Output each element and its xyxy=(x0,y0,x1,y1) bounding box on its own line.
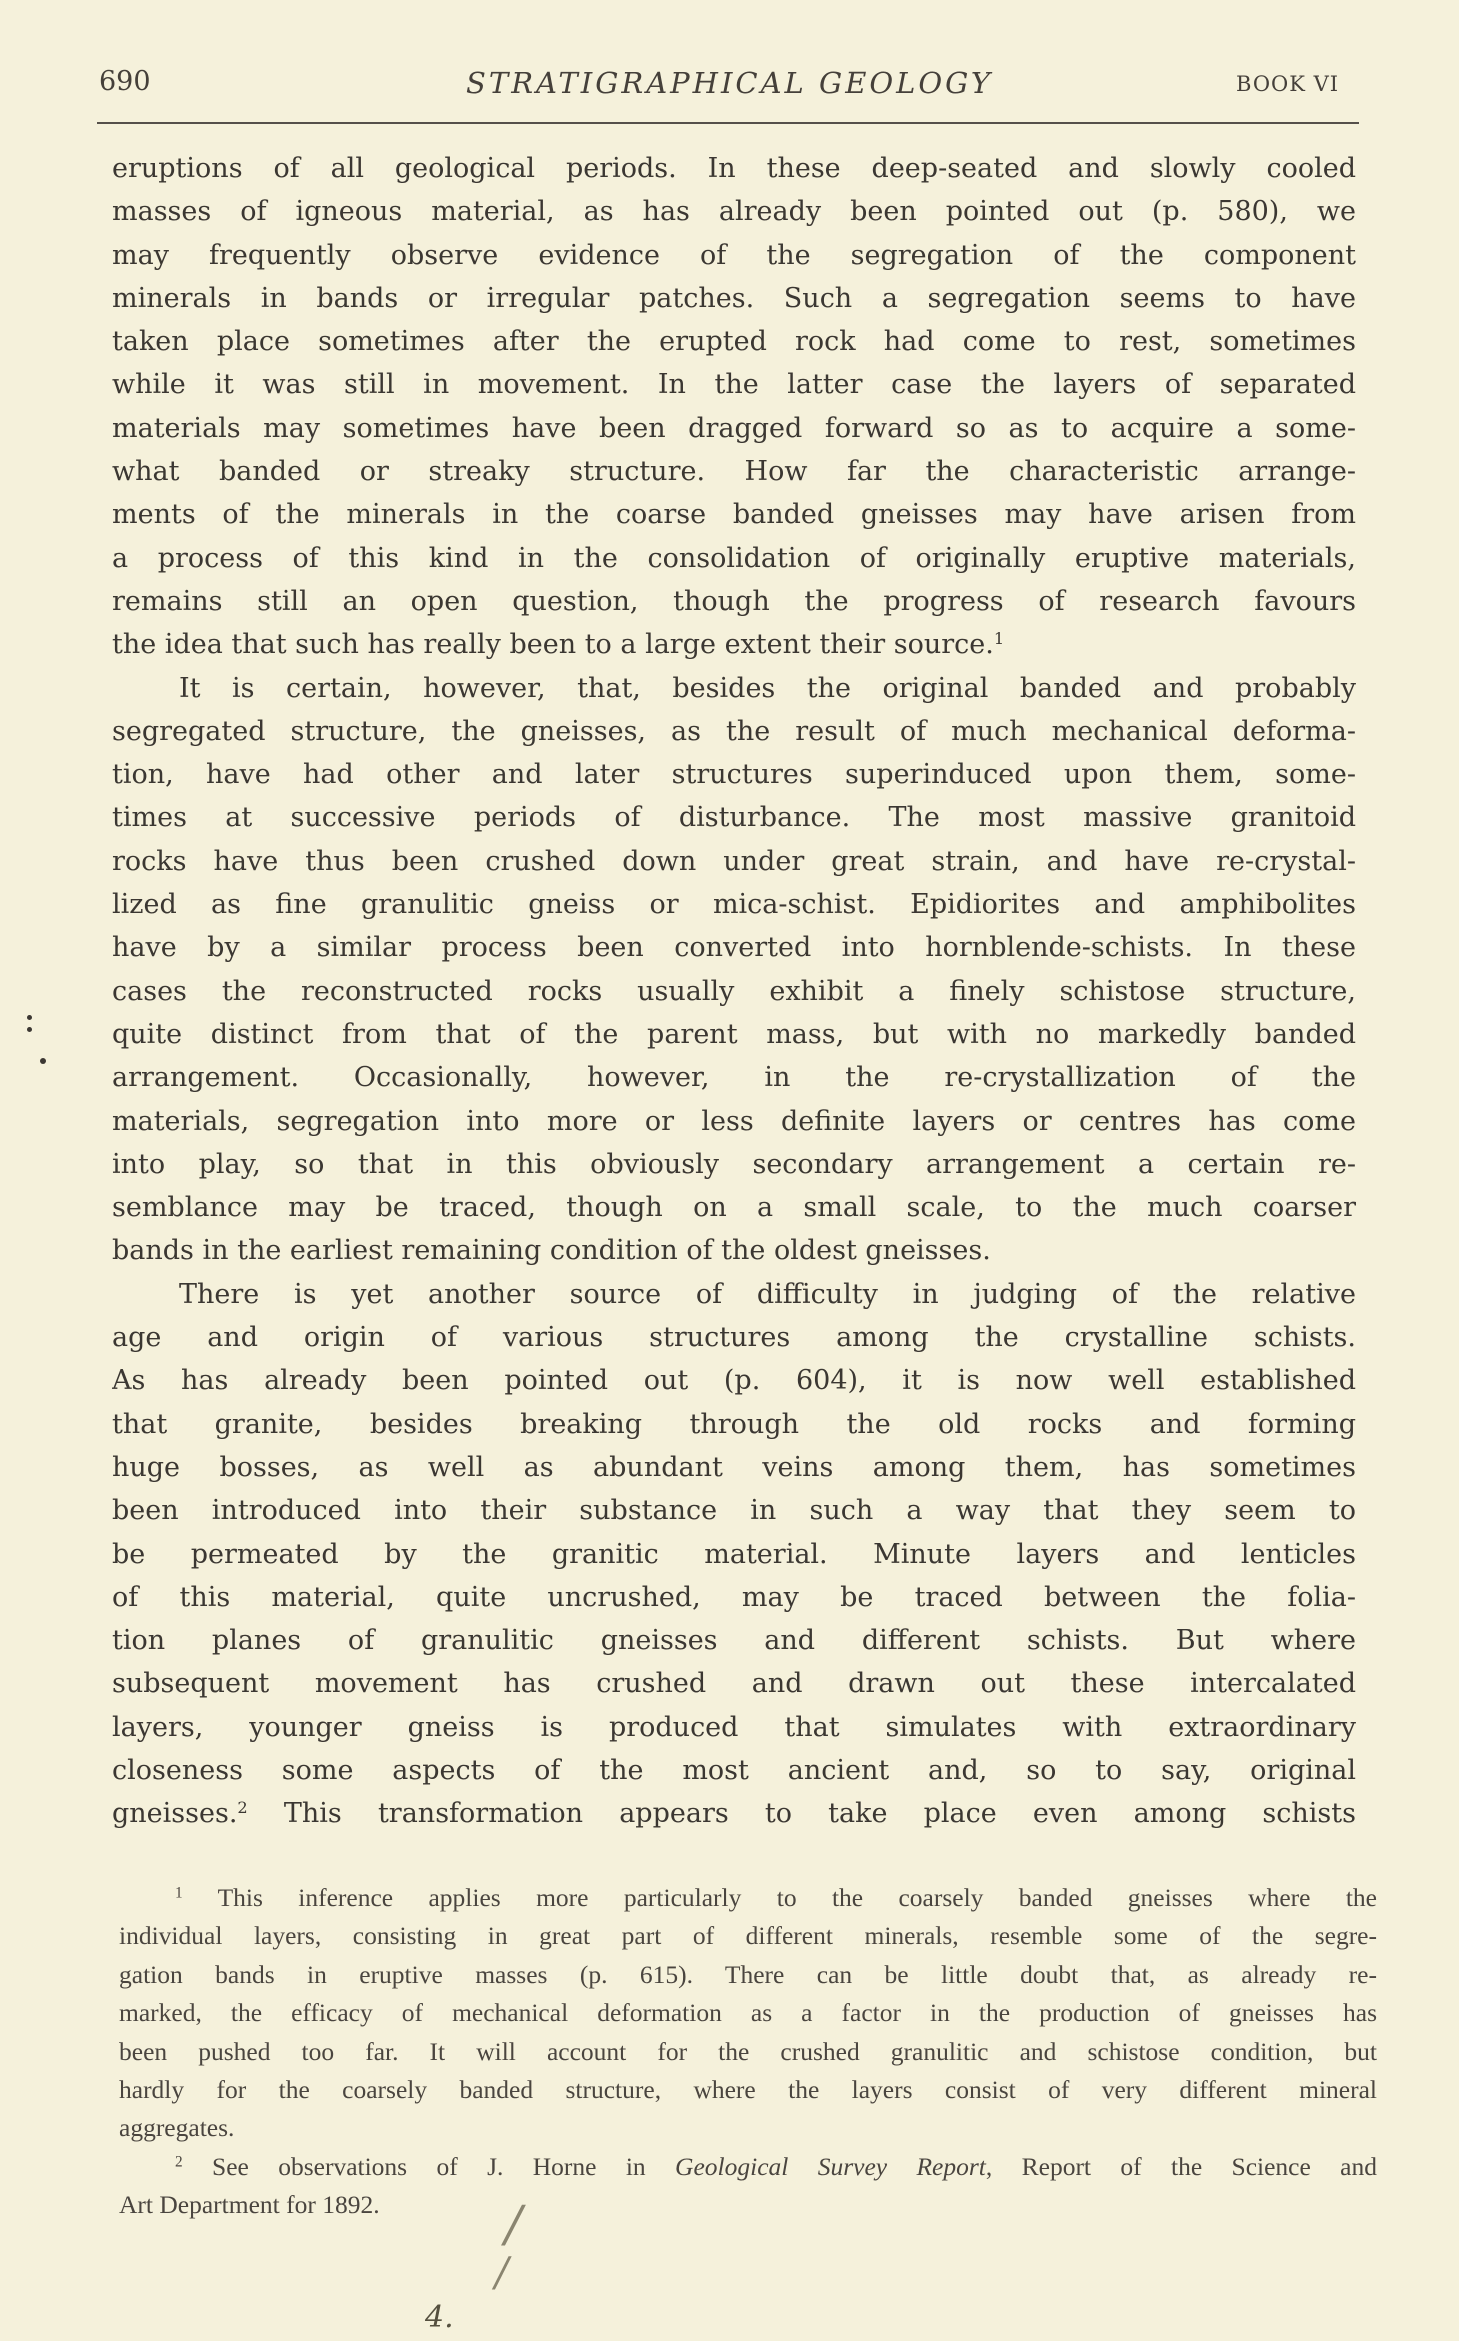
line-text: lized as fine granulitic gneiss or mica-schist. Epidiorites and amphibolites xyxy=(112,889,1356,921)
line-text: , Report of the Science and xyxy=(985,2151,1377,2181)
body-line xyxy=(112,1792,1356,1835)
body-line xyxy=(112,363,1356,406)
body-line xyxy=(112,1186,1356,1229)
body-line xyxy=(112,147,1356,190)
line-text: remains still an open question, though the progress of research favours xyxy=(112,585,1356,617)
footnote-marker: 1 xyxy=(175,1884,183,1902)
footnote-line xyxy=(119,1917,1377,1955)
line-text: been introduced into their substance in such a way that they seem to xyxy=(112,1495,1356,1527)
body-line xyxy=(112,580,1356,623)
line-text: eruptions of all geological periods. In these deep-seated and slowly cooled xyxy=(112,153,1356,184)
page-number: 690 xyxy=(99,66,151,97)
body-line xyxy=(112,926,1356,969)
body-line xyxy=(112,190,1356,233)
line-text: tion, have had other and later structures superinduced upon them, some- xyxy=(112,759,1356,791)
margin-dot xyxy=(27,1015,32,1020)
body-line xyxy=(112,277,1356,320)
line-text: minerals in bands or irregular patches. Such a segregation seems to have xyxy=(112,282,1356,314)
body-line xyxy=(112,450,1356,493)
line-text: marked, the efficacy of mechanical deformation as a factor in the production of gneisses has xyxy=(119,1998,1377,2028)
body-line xyxy=(112,1229,1356,1272)
line-text: hardly for the coarsely banded structure, where the layers consist of very different mineral xyxy=(119,2074,1377,2104)
body-line xyxy=(112,1662,1356,1705)
line-text: individual layers, consisting in great part of different minerals, resemble some of the segre- xyxy=(119,1921,1377,1951)
footnote-line xyxy=(119,1994,1377,2032)
footnote-line xyxy=(119,2109,1377,2147)
body-line xyxy=(112,320,1356,363)
body-line xyxy=(112,840,1356,883)
body-line xyxy=(112,1100,1356,1143)
line-text: that granite, besides breaking through the old rocks and forming xyxy=(112,1408,1356,1440)
margin-dot xyxy=(27,1027,32,1032)
line-text: layers, younger gneiss is produced that simulates with extraordinary xyxy=(112,1711,1356,1743)
body-line xyxy=(112,1273,1356,1316)
footnote-line xyxy=(119,2148,1377,2186)
line-text: huge bosses, as well as abundant veins among them, has sometimes xyxy=(112,1451,1356,1483)
margin-dot xyxy=(40,1058,46,1064)
pencil-mark: / xyxy=(495,2250,509,2296)
footnote-marker: 2 xyxy=(175,2153,183,2171)
header-rule xyxy=(97,122,1359,124)
body-line xyxy=(112,1403,1356,1446)
line-text: This transformation appears to take place even among schists xyxy=(247,1798,1356,1830)
body-line xyxy=(112,970,1356,1013)
line-text: masses of igneous material, as has already been pointed out (p. 580), we xyxy=(112,196,1356,228)
footnote-line xyxy=(119,2186,1377,2224)
body-line xyxy=(112,1143,1356,1186)
line-text: gation bands in eruptive masses (p. 615). There can be little doubt that, as already re- xyxy=(119,1959,1377,1989)
body-line xyxy=(112,623,1356,666)
body-text xyxy=(112,147,1356,1836)
footnote-line xyxy=(119,1879,1377,1917)
body-line xyxy=(112,1359,1356,1402)
line-text: may frequently observe evidence of the segregation of the component xyxy=(112,239,1356,271)
line-text: gneisses. xyxy=(112,1798,238,1830)
body-line xyxy=(112,753,1356,796)
footnote-line xyxy=(119,1956,1377,1994)
line-text: materials, segregation into more or less definite layers or centres has come xyxy=(112,1105,1356,1137)
footnotes xyxy=(119,1879,1377,2225)
line-text: As has already been pointed out (p. 604), it is now well established xyxy=(112,1365,1356,1397)
line-text: arrangement. Occasionally, however, in the re-crystallization of the xyxy=(112,1062,1356,1094)
italic-title: Geological Survey Report xyxy=(675,2151,986,2181)
line-text: of this material, quite uncrushed, may be traced between the folia- xyxy=(112,1581,1356,1613)
pencil-mark: / xyxy=(505,2195,522,2253)
body-line xyxy=(112,1316,1356,1359)
running-title: STRATIGRAPHICAL GEOLOGY xyxy=(466,66,993,100)
body-line xyxy=(112,1489,1356,1532)
line-text: be permeated by the granitic material. Minute layers and lenticles xyxy=(112,1538,1356,1570)
pencil-mark: 4. xyxy=(425,2300,454,2335)
line-text: times at successive periods of disturbance. The most massive granitoid xyxy=(112,802,1356,834)
line-text: bands in the earliest remaining condition of the oldest gneisses. xyxy=(112,1235,991,1267)
line-text: segregated structure, the gneisses, as the result of much mechanical deforma- xyxy=(112,715,1356,747)
line-text: have by a similar process been converted into hornblende-schists. In these xyxy=(112,932,1356,964)
body-line xyxy=(112,537,1356,580)
line-text: rocks have thus been crushed down under great strain, and have re-crystal- xyxy=(112,845,1356,877)
line-text: closeness some aspects of the most ancient and, so to say, original xyxy=(112,1754,1356,1786)
line-text: the idea that such has really been to a large extent their source. xyxy=(112,629,994,661)
line-text: There is yet another source of difficulty in judging of the relative xyxy=(179,1278,1356,1310)
footnote-line xyxy=(119,2033,1377,2071)
body-line xyxy=(112,1533,1356,1576)
body-line xyxy=(112,1619,1356,1662)
line-text: been pushed too far. It will account for the crushed granulitic and schistose condition, but xyxy=(119,2036,1377,2066)
body-line xyxy=(112,883,1356,926)
body-line xyxy=(112,1576,1356,1619)
line-text: while it was still in movement. In the latter case the layers of separated xyxy=(112,369,1356,401)
book-label: BOOK VI xyxy=(1236,72,1340,96)
body-line xyxy=(112,710,1356,753)
line-text: taken place sometimes after the erupted rock had come to rest, sometimes xyxy=(112,326,1356,358)
body-line xyxy=(112,1446,1356,1489)
line-text: a process of this kind in the consolidation of originally eruptive materials, xyxy=(112,542,1356,574)
line-text: what banded or streaky structure. How far the characteristic arrange- xyxy=(112,456,1356,488)
line-text: semblance may be traced, though on a small scale, to the much coarser xyxy=(112,1192,1356,1224)
line-text: ments of the minerals in the coarse banded gneisses may have arisen from xyxy=(112,499,1356,531)
line-text: aggregates. xyxy=(119,2113,235,2143)
footnote-reference: 1 xyxy=(993,629,1005,649)
line-text: Art Department for 1892. xyxy=(119,2190,380,2220)
body-line xyxy=(112,493,1356,536)
body-line xyxy=(112,667,1356,710)
line-text: This inference applies more particularly to the coarsely banded gneisses where the xyxy=(182,1883,1377,1912)
footnote-reference: 2 xyxy=(237,1798,248,1818)
body-line xyxy=(112,1749,1356,1792)
body-line xyxy=(112,1706,1356,1749)
footnote-line xyxy=(119,2071,1377,2109)
body-line xyxy=(112,1056,1356,1099)
line-text: See observations of J. Horne in xyxy=(182,2151,676,2181)
line-text: cases the reconstructed rocks usually exhibit a finely schistose structure, xyxy=(112,975,1356,1007)
line-text: It is certain, however, that, besides the original banded and probably xyxy=(179,672,1356,704)
line-text: subsequent movement has crushed and drawn out these intercalated xyxy=(112,1668,1356,1700)
body-line xyxy=(112,796,1356,839)
line-text: into play, so that in this obviously secondary arrangement a certain re- xyxy=(112,1148,1356,1180)
line-text: tion planes of granulitic gneisses and different schists. But where xyxy=(112,1625,1356,1657)
body-line xyxy=(112,1013,1356,1056)
line-text: age and origin of various structures among the crystalline schists. xyxy=(112,1322,1356,1354)
body-line xyxy=(112,407,1356,450)
line-text: materials may sometimes have been dragged forward so as to acquire a some- xyxy=(112,412,1356,444)
line-text: quite distinct from that of the parent mass, but with no markedly banded xyxy=(112,1018,1356,1050)
body-line xyxy=(112,234,1356,277)
